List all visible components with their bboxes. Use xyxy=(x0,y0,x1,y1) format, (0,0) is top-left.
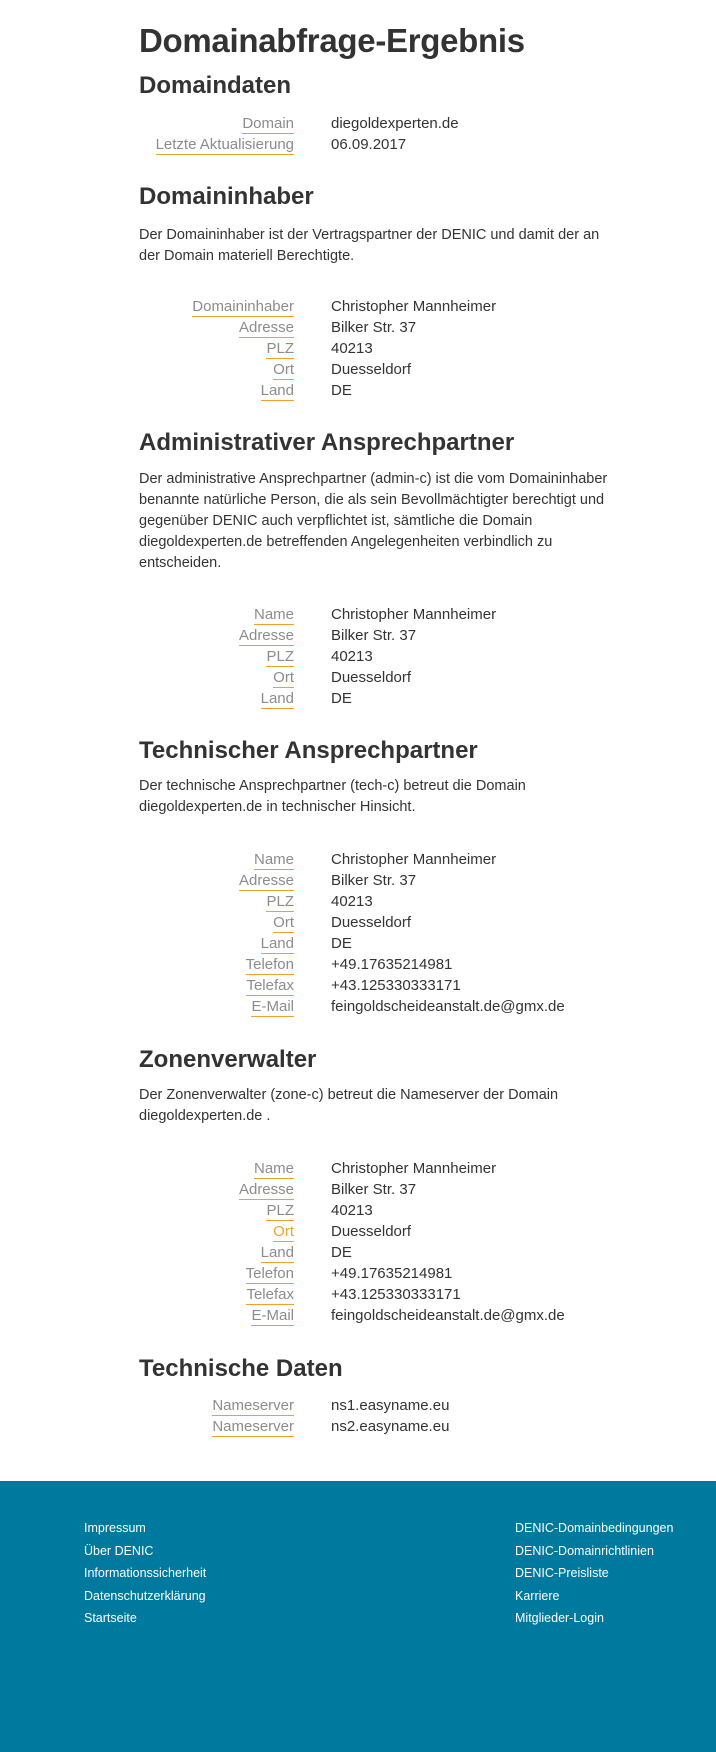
detail-label[interactable]: Telefax xyxy=(246,1286,294,1303)
nameserver-label[interactable]: Nameserver xyxy=(212,1397,294,1414)
domaininhaber-description: Der Domaininhaber ist der Vertragspartner der DENIC und damit der an der Domain materiell Berechtigte. xyxy=(139,227,600,264)
detail-row xyxy=(139,1285,619,1306)
detail-value: DE xyxy=(331,690,352,707)
detail-row xyxy=(139,955,619,976)
detail-row xyxy=(139,689,619,710)
nameserver-value: ns1.easyname.eu xyxy=(331,1397,450,1414)
detail-value: +43.125330333171 xyxy=(331,977,461,994)
footer-links-left xyxy=(84,1517,206,1630)
detail-row xyxy=(139,626,619,647)
detail-label[interactable]: Ort xyxy=(273,914,294,931)
detail-row xyxy=(139,1159,619,1180)
site-footer xyxy=(0,1481,716,1752)
domain-row xyxy=(139,114,619,135)
detail-row xyxy=(139,997,619,1018)
detail-label[interactable]: Ort xyxy=(273,361,294,378)
detail-label[interactable]: Name xyxy=(253,606,294,623)
footer-link-domainbedingungen[interactable]: DENIC-Domainbedingungen xyxy=(515,1521,674,1535)
section-heading-admin-c: Administrativer Ansprechpartner xyxy=(139,429,515,456)
detail-value: +43.125330333171 xyxy=(331,1286,461,1303)
detail-value: +49.17635214981 xyxy=(331,1265,453,1282)
footer-link-informationssicherheit[interactable]: Informationssicherheit xyxy=(84,1566,207,1580)
detail-row xyxy=(139,668,619,689)
detail-label[interactable]: E-Mail xyxy=(251,998,294,1015)
detail-label[interactable]: Land xyxy=(260,935,294,952)
detail-value: Christopher Mannheimer xyxy=(331,851,497,868)
detail-label[interactable]: Telefon xyxy=(245,956,294,973)
detail-label[interactable]: Domaininhaber xyxy=(192,298,294,315)
last-update-value: 06.09.2017 xyxy=(331,136,407,153)
footer-link-ueber-denic[interactable]: Über DENIC xyxy=(84,1543,154,1558)
section-heading-domaindaten: Domaindaten xyxy=(139,72,292,99)
detail-row xyxy=(139,913,619,934)
detail-row xyxy=(139,605,619,626)
nameserver-label[interactable]: Nameserver xyxy=(212,1418,294,1435)
domaindaten-table xyxy=(139,114,619,156)
detail-value: feingoldscheideanstalt.de@gmx.de xyxy=(331,1307,565,1324)
technische-daten-table xyxy=(139,1396,619,1438)
last-update-label[interactable]: Letzte Aktualisierung xyxy=(155,136,294,153)
section-heading-tech-c: Technischer Ansprechpartner xyxy=(139,737,478,764)
detail-label[interactable]: Telefax xyxy=(246,977,294,994)
footer-link-mitglieder-login[interactable]: Mitglieder-Login xyxy=(515,1611,604,1625)
detail-label[interactable]: Adresse xyxy=(238,1181,294,1198)
detail-label[interactable]: PLZ xyxy=(266,1202,294,1219)
tech-c-table xyxy=(139,850,619,1018)
detail-value: Christopher Mannheimer xyxy=(331,606,497,623)
detail-label[interactable]: Name xyxy=(253,851,294,868)
detail-row xyxy=(139,892,619,913)
detail-label[interactable]: Telefon xyxy=(245,1265,294,1282)
footer-link-startseite[interactable]: Startseite xyxy=(84,1611,137,1625)
detail-row xyxy=(139,976,619,997)
detail-value: DE xyxy=(331,1244,352,1261)
detail-label[interactable]: PLZ xyxy=(266,340,294,357)
detail-row xyxy=(139,1180,619,1201)
detail-label[interactable]: Adresse xyxy=(238,872,294,889)
detail-row xyxy=(139,318,619,339)
detail-value: 40213 xyxy=(331,340,373,357)
detail-row xyxy=(139,360,619,381)
detail-value: Bilker Str. 37 xyxy=(331,627,417,644)
detail-row xyxy=(139,871,619,892)
detail-value: 40213 xyxy=(331,1202,373,1219)
zone-c-table xyxy=(139,1159,619,1327)
domain-value: diegoldexperten.de xyxy=(331,115,459,132)
detail-row xyxy=(139,1264,619,1285)
detail-value: DE xyxy=(331,935,352,952)
detail-label[interactable]: Name xyxy=(253,1160,294,1177)
section-heading-domaininhaber: Domaininhaber xyxy=(139,183,314,210)
admin-c-description: Der administrative Ansprechpartner (admin-c) ist die vom Domaininhaber benannte natürliche Person, die als sein Bevollmächtigter berechtigt und gegenüber DENIC auch verpflichtet ist, sämtliche die Domain diegoldexperten.de betreffenden Angelegenheiten verbindlich zu entscheiden. xyxy=(139,471,608,571)
detail-label[interactable]: Land xyxy=(260,690,294,707)
detail-value: DE xyxy=(331,382,352,399)
section-heading-technische-daten: Technische Daten xyxy=(139,1355,343,1382)
footer-link-domainrichtlinien[interactable]: DENIC-Domainrichtlinien xyxy=(515,1543,654,1558)
detail-row xyxy=(139,297,619,318)
detail-value: 40213 xyxy=(331,648,373,665)
detail-label[interactable]: Ort xyxy=(273,669,294,686)
detail-row xyxy=(139,1201,619,1222)
page-title: Domainabfrage-Ergebnis xyxy=(139,22,525,59)
footer-link-impressum[interactable]: Impressum xyxy=(84,1521,146,1535)
detail-row xyxy=(139,934,619,955)
domaininhaber-table xyxy=(139,297,619,402)
last-update-row xyxy=(139,135,619,156)
detail-value: Duesseldorf xyxy=(331,361,412,378)
detail-value: Duesseldorf xyxy=(331,669,412,686)
detail-row xyxy=(139,381,619,402)
footer-link-datenschutzerklaerung[interactable]: Datenschutzerklärung xyxy=(84,1588,206,1603)
detail-label[interactable]: Adresse xyxy=(238,627,294,644)
nameserver-value: ns2.easyname.eu xyxy=(331,1418,450,1435)
nameserver-row xyxy=(139,1417,619,1438)
detail-label[interactable]: Land xyxy=(260,1244,294,1261)
detail-value: Duesseldorf xyxy=(331,914,412,931)
detail-row xyxy=(139,850,619,871)
detail-row xyxy=(139,339,619,360)
detail-row xyxy=(139,1306,619,1327)
detail-value: Bilker Str. 37 xyxy=(331,872,417,889)
section-heading-zone-c: Zonenverwalter xyxy=(139,1046,317,1073)
detail-row xyxy=(139,1222,619,1243)
detail-label[interactable]: PLZ xyxy=(266,893,294,910)
detail-value: Christopher Mannheimer xyxy=(331,298,497,315)
domain-label[interactable]: Domain xyxy=(242,115,294,132)
tech-c-description: Der technische Ansprechpartner (tech-c) betreut die Domain diegoldexperten.de in technischer Hinsicht. xyxy=(139,778,526,815)
detail-label[interactable]: Land xyxy=(260,382,294,399)
detail-label[interactable]: Adresse xyxy=(238,319,294,336)
detail-value: +49.17635214981 xyxy=(331,956,453,973)
zone-c-description: Der Zonenverwalter (zone-c) betreut die Nameserver der Domain diegoldexperten.de . xyxy=(139,1087,559,1124)
detail-row xyxy=(139,647,619,668)
detail-value: Bilker Str. 37 xyxy=(331,1181,417,1198)
detail-label-hovered[interactable]: Ort xyxy=(273,1223,294,1240)
detail-label[interactable]: PLZ xyxy=(266,648,294,665)
admin-c-table xyxy=(139,605,619,710)
detail-row xyxy=(139,1243,619,1264)
footer-links-right xyxy=(515,1517,673,1630)
footer-link-karriere[interactable]: Karriere xyxy=(515,1588,560,1603)
detail-label[interactable]: E-Mail xyxy=(251,1307,294,1324)
nameserver-row xyxy=(139,1396,619,1417)
detail-value: feingoldscheideanstalt.de@gmx.de xyxy=(331,998,565,1015)
detail-value: Duesseldorf xyxy=(331,1223,412,1240)
detail-value: Christopher Mannheimer xyxy=(331,1160,497,1177)
footer-link-preisliste[interactable]: DENIC-Preisliste xyxy=(515,1566,609,1580)
detail-value: 40213 xyxy=(331,893,373,910)
detail-value: Bilker Str. 37 xyxy=(331,319,417,336)
